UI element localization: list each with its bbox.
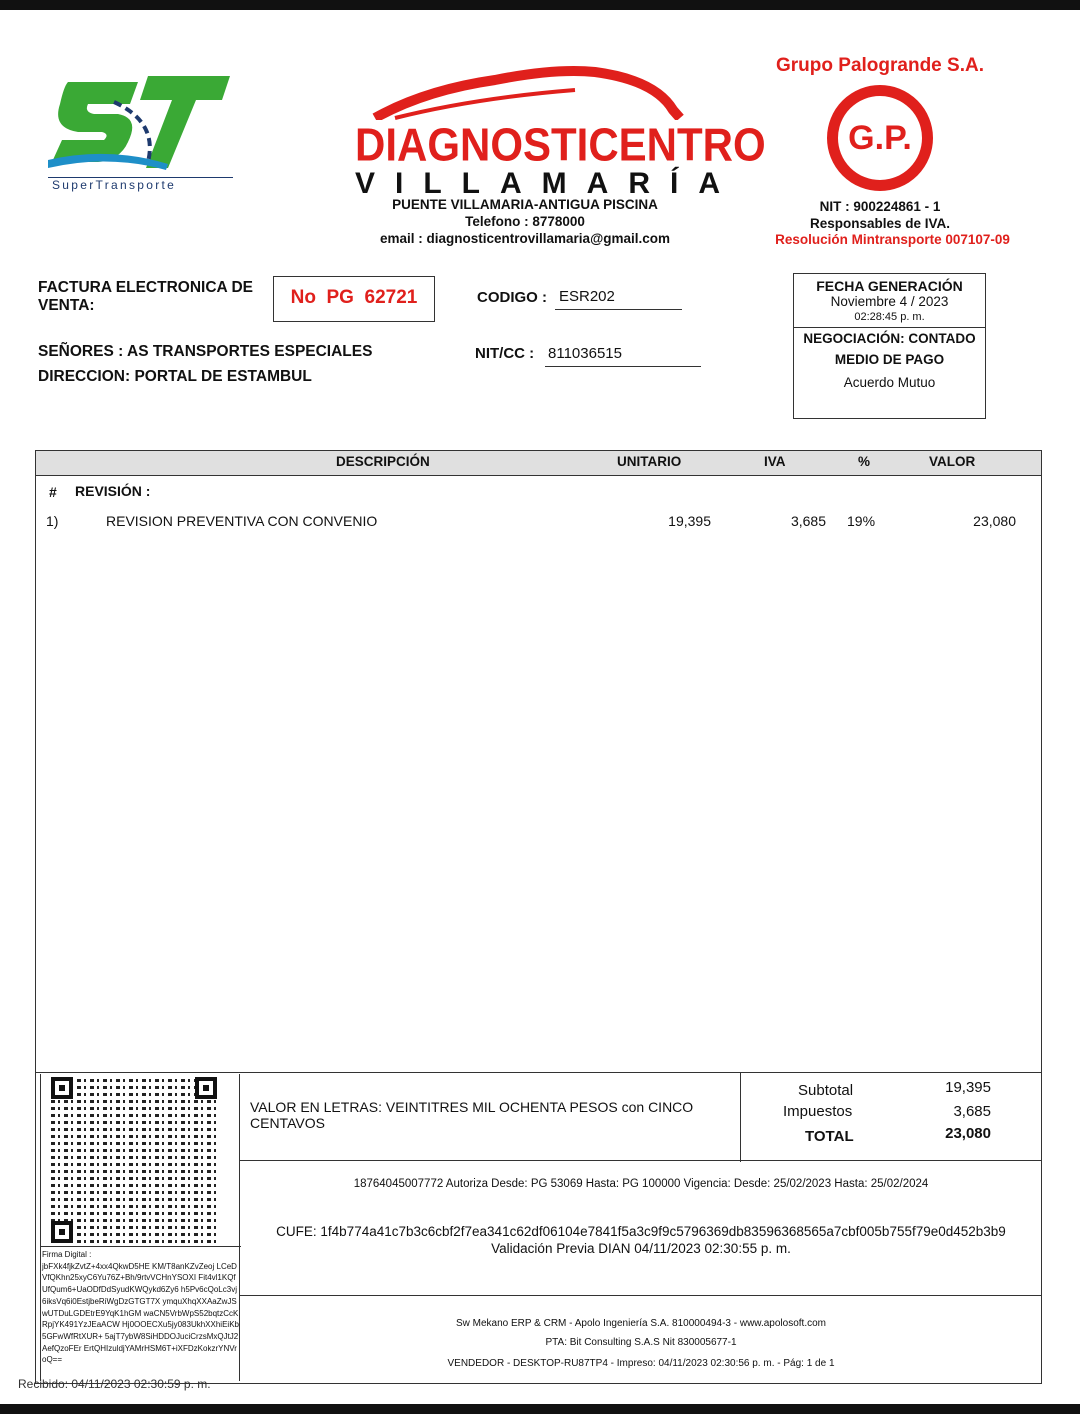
row-pct: 19% bbox=[847, 513, 876, 529]
client-address: DIRECCION: PORTAL DE ESTAMBUL bbox=[38, 368, 312, 385]
subtotal-value: 19,395 bbox=[945, 1079, 991, 1096]
client-name: SEÑORES : AS TRANSPORTES ESPECIALES bbox=[38, 343, 373, 360]
row-unitario: 19,395 bbox=[668, 513, 711, 529]
firma-digital bbox=[41, 1246, 241, 1366]
subtotal-label: Subtotal bbox=[798, 1082, 854, 1099]
resolution: Resolución Mintransporte 007107-09 bbox=[775, 232, 1010, 247]
firma-text: jbFXk4fjkZvtZ+4xx4QkwD5HE KM/T8anKZvZeoj LCeDVfQKhn25xyC6Yu76Z+Bh/9rtvVCHnYSOXI Fit4vl1KQfUfQum6+UaODfDdSyudKWQykd6Zy6 h5Pv6cQoLc3vj6iksVq6i0EstjbeRiWgDzGTGT7X ymquXhqXXAaZwJSwUTDuLGDEtrE9YqK1hGM waCN5VrbWpS52bqtzCcKRpjYK491YzJEaACW Hj0OOECXu5jy083UkhXXhiEiKb5GFwWfRtXUR+ 5ajT7ybW8SiHDDOJuciCrzsMxQJtJ2AefQzoFEr ErtQHIzuldjYAMrHSM6T+iXFDzKokzrYNVroQ== bbox=[42, 1261, 239, 1365]
bottom-bar bbox=[0, 1404, 1080, 1414]
total-label: TOTAL bbox=[805, 1128, 854, 1145]
supertransporte-logo bbox=[48, 72, 233, 192]
gp-mark: G.P. bbox=[848, 118, 912, 157]
table-row bbox=[36, 513, 1041, 533]
dian-autorizacion: 18764045007772 Autoriza Desde: PG 53069 Hasta: PG 100000 Vigencia: Desde: 25/02/2023 Hasta: 25/02/2024 bbox=[353, 1178, 929, 1190]
gp-logo bbox=[760, 55, 1000, 191]
total-value: 23,080 bbox=[945, 1125, 991, 1142]
validacion-dian: Validación Previa DIAN 04/11/2023 02:30:55 p. m. bbox=[491, 1241, 791, 1256]
company-nit: NIT : 900224861 - 1 bbox=[819, 199, 941, 214]
qr-firma-box bbox=[40, 1074, 240, 1381]
medio-label: MEDIO DE PAGO bbox=[834, 352, 945, 367]
header-pct: % bbox=[858, 454, 871, 469]
company-info bbox=[340, 196, 710, 247]
software-info: Sw Mekano ERP & CRM - Apolo Ingeniería S.A. 810000494-3 - www.apolosoft.com bbox=[455, 1318, 826, 1329]
nit-value: 811036515 bbox=[545, 345, 701, 367]
row-iva: 3,685 bbox=[790, 513, 826, 529]
hora-value: 02:28:45 p. m. bbox=[854, 311, 925, 323]
medio-value: Acuerdo Mutuo bbox=[843, 375, 936, 390]
footer-divider bbox=[35, 1072, 1042, 1073]
company-phone: Telefono : 8778000 bbox=[465, 214, 585, 229]
codigo-label: CODIGO : bbox=[477, 289, 547, 306]
impuestos-label: Impuestos bbox=[783, 1103, 853, 1120]
header-descripcion: DESCRIPCIÓN bbox=[336, 454, 430, 469]
section-title: REVISIÓN : bbox=[75, 483, 151, 499]
row-description: REVISION PREVENTIVA CON CONVENIO bbox=[106, 513, 378, 529]
firma-label: Firma Digital : bbox=[42, 1250, 92, 1259]
row-valor: 23,080 bbox=[973, 513, 1016, 529]
cufe: CUFE: 1f4b774a41c7b3c6cbf2f7ea341c62df06104e7841f5a3c9f9c5796369db83596368565a7cbf005b755f79e0d452b3b9 bbox=[276, 1224, 1006, 1239]
dian-divider bbox=[240, 1160, 1042, 1161]
top-bar bbox=[0, 0, 1080, 10]
generation-box bbox=[793, 273, 986, 419]
header-valor: VALOR bbox=[929, 454, 976, 469]
diagnosticentro-logo: DIAGNOSTICENTRO VILLAMARÍA bbox=[355, 60, 685, 201]
header-iva: IVA bbox=[764, 454, 786, 469]
gp-info bbox=[760, 198, 1000, 232]
recibido: Recibido: 04/11/2023 02:30:59 p. m. bbox=[18, 1377, 211, 1391]
gp-circle bbox=[827, 85, 933, 191]
invoice-title: FACTURA ELECTRONICA DE VENTA: bbox=[38, 279, 253, 314]
company-email: email : diagnosticentrovillamaria@gmail.com bbox=[380, 231, 670, 246]
header-unitario: UNITARIO bbox=[617, 454, 682, 469]
software-divider bbox=[240, 1295, 1042, 1296]
invoice-number: No PG 62721 bbox=[273, 276, 435, 322]
section-hash: # bbox=[49, 484, 57, 500]
valor-en-letras: VALOR EN LETRAS: VEINTITRES MIL OCHENTA PESOS con CINCO CENTAVOS bbox=[250, 1099, 694, 1131]
supertransporte-wordmark: SuperTransporte bbox=[48, 177, 233, 192]
company-iva: Responsables de IVA. bbox=[809, 216, 951, 231]
gp-company-name: Grupo Palogrande S.A. bbox=[776, 55, 984, 76]
fecha-label: FECHA GENERACIÓN bbox=[816, 278, 963, 294]
row-number: 1) bbox=[46, 513, 59, 529]
vendedor-info: VENDEDOR - DESKTOP-RU87TP4 - Impreso: 04/11/2023 02:30:56 p. m. - Pág: 1 de 1 bbox=[447, 1358, 835, 1369]
qr-code bbox=[51, 1077, 217, 1243]
pta-info: PTA: Bit Consulting S.A.S Nit 830005677-1 bbox=[545, 1337, 737, 1348]
totals-divider bbox=[740, 1072, 741, 1162]
company-address: PUENTE VILLAMARIA-ANTIGUA PISCINA bbox=[392, 197, 658, 212]
impuestos-value: 3,685 bbox=[953, 1103, 991, 1120]
negociacion: NEGOCIACIÓN: CONTADO bbox=[803, 331, 976, 346]
codigo-value: ESR202 bbox=[555, 288, 682, 310]
nit-label: NIT/CC : bbox=[475, 345, 535, 362]
fecha-value: Noviembre 4 / 2023 bbox=[830, 294, 949, 309]
table-header bbox=[36, 451, 1041, 476]
